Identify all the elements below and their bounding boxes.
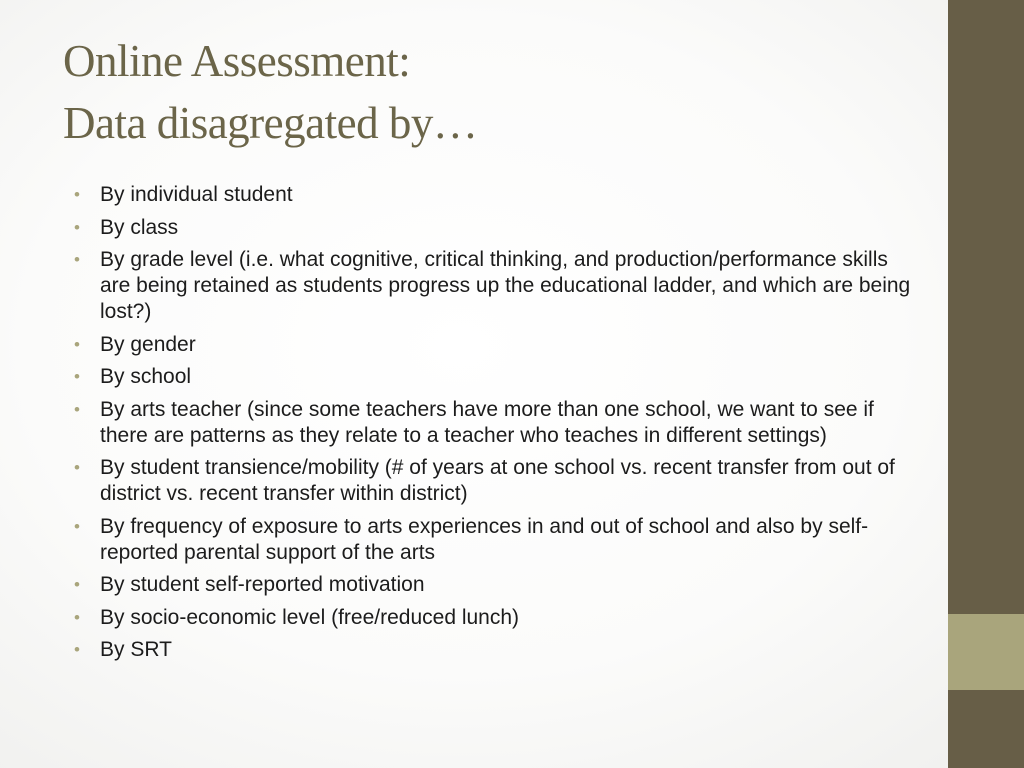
bullet-marker: • [74, 185, 80, 204]
slide-title-line-2: Data disagregated by… [63, 98, 478, 148]
bullet-text: By student self-reported motivation [100, 573, 425, 596]
bullet-item [74, 514, 914, 566]
bullet-text: By grade level (i.e. what cognitive, critical thinking, and production/performance skills are being retained as students progress up the educational ladder, and which are being lost?) [100, 248, 911, 323]
bullet-text: By individual student [100, 183, 293, 206]
bullet-item [74, 455, 914, 507]
bullet-text: By gender [100, 332, 196, 356]
bullet-marker: • [74, 367, 80, 386]
bullet-item [74, 215, 914, 241]
bullet-item [74, 247, 914, 325]
bullet-item [74, 397, 914, 449]
bullet-marker: • [74, 334, 80, 354]
bullet-marker: • [74, 607, 80, 627]
bullet-list [74, 182, 914, 670]
bullet-text: By arts teacher (since some teachers have more than one school, we want to see if there are patterns as they relate to a teacher who teaches in different settings) [100, 397, 874, 447]
bullet-marker: • [74, 516, 80, 536]
bullet-item [74, 364, 914, 390]
bullet-text: By SRT [100, 638, 172, 661]
bullet-marker: • [74, 575, 80, 594]
bullet-item [74, 182, 914, 208]
bullet-marker: • [74, 217, 80, 237]
bullet-text: By class [100, 215, 179, 239]
slide-title-line-1: Online Assessment: [63, 36, 411, 86]
slide-title [63, 30, 923, 154]
bullet-text: By student transience/mobility (# of years at one school vs. recent transfer from out of district vs. recent transfer within district) [100, 456, 895, 505]
bullet-item [74, 605, 914, 631]
bullet-text: By socio-economic level (free/reduced lunch) [100, 605, 520, 629]
bullet-marker: • [74, 458, 80, 477]
bullet-text: By school [100, 365, 192, 388]
bullet-marker: • [74, 399, 80, 419]
bullet-item [74, 637, 914, 663]
bullet-marker: • [74, 250, 80, 269]
bullet-marker: • [74, 640, 80, 659]
side-bar-accent-block [948, 614, 1024, 690]
bullet-item [74, 332, 914, 358]
bullet-text: By frequency of exposure to arts experiences in and out of school and also by self-reported parental support of the arts [100, 514, 869, 564]
bullet-item [74, 572, 914, 598]
